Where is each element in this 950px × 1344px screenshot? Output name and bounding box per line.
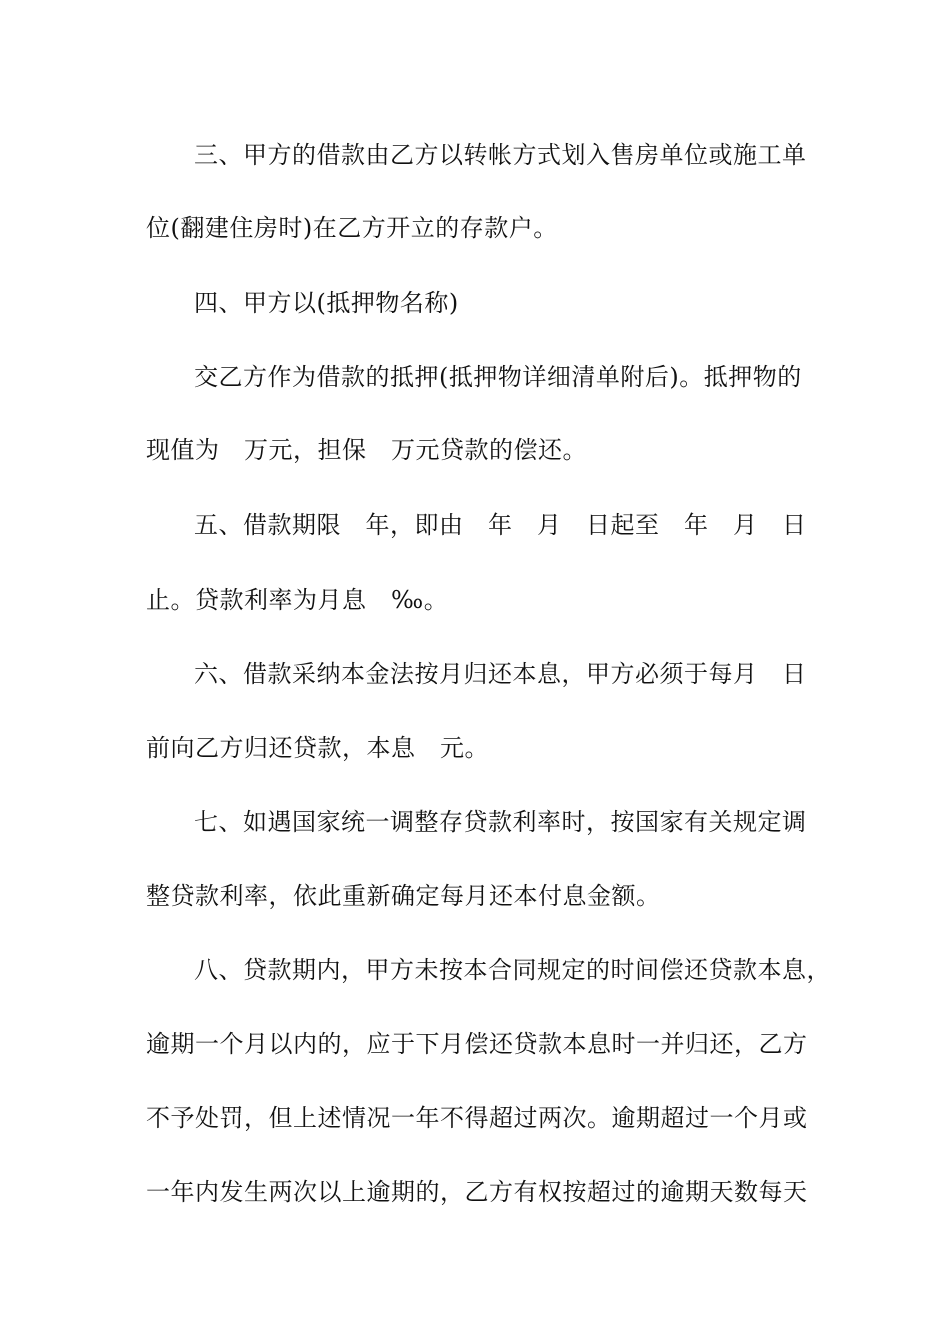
clause-8-line-1: 八、贷款期内，甲方未按本合同规定的时间偿还贷款本息， — [194, 956, 831, 984]
clause-4-line-2: 交乙方作为借款的抵押(抵押物详细清单附后)。抵押物的 — [194, 363, 802, 391]
clause-7-line-2: 整贷款利率，依此重新确定每月还本付息金额。 — [146, 882, 661, 910]
clause-8-line-4: 一年内发生两次以上逾期的，乙方有权按超过的逾期天数每天 — [146, 1178, 808, 1206]
clause-7-line-1: 七、如遇国家统一调整存贷款利率时，按国家有关规定调 — [194, 808, 807, 836]
clause-4-line-1: 四、甲方以(抵押物名称) — [194, 289, 459, 317]
clause-6-line-2: 前向乙方归还贷款，本息 元。 — [146, 734, 489, 762]
clause-8-line-2: 逾期一个月以内的，应于下月偿还贷款本息时一并归还，乙方 — [146, 1030, 808, 1058]
clause-4-line-3: 现值为 万元，担保 万元贷款的偿还。 — [146, 436, 587, 464]
clause-3-line-2: 位(翻建住房时)在乙方开立的存款户。 — [146, 214, 558, 242]
clause-3-line-1: 三、甲方的借款由乙方以转帐方式划入售房单位或施工单 — [194, 141, 807, 169]
clause-5-line-1: 五、借款期限 年，即由 年 月 日起至 年 月 日 — [194, 511, 807, 539]
clause-5-line-2: 止。贷款利率为月息 ‰。 — [146, 586, 449, 614]
clause-8-line-3: 不予处罚，但上述情况一年不得超过两次。逾期超过一个月或 — [146, 1104, 808, 1132]
clause-6-line-1: 六、借款采纳本金法按月归还本息，甲方必须于每月 日 — [194, 660, 807, 688]
